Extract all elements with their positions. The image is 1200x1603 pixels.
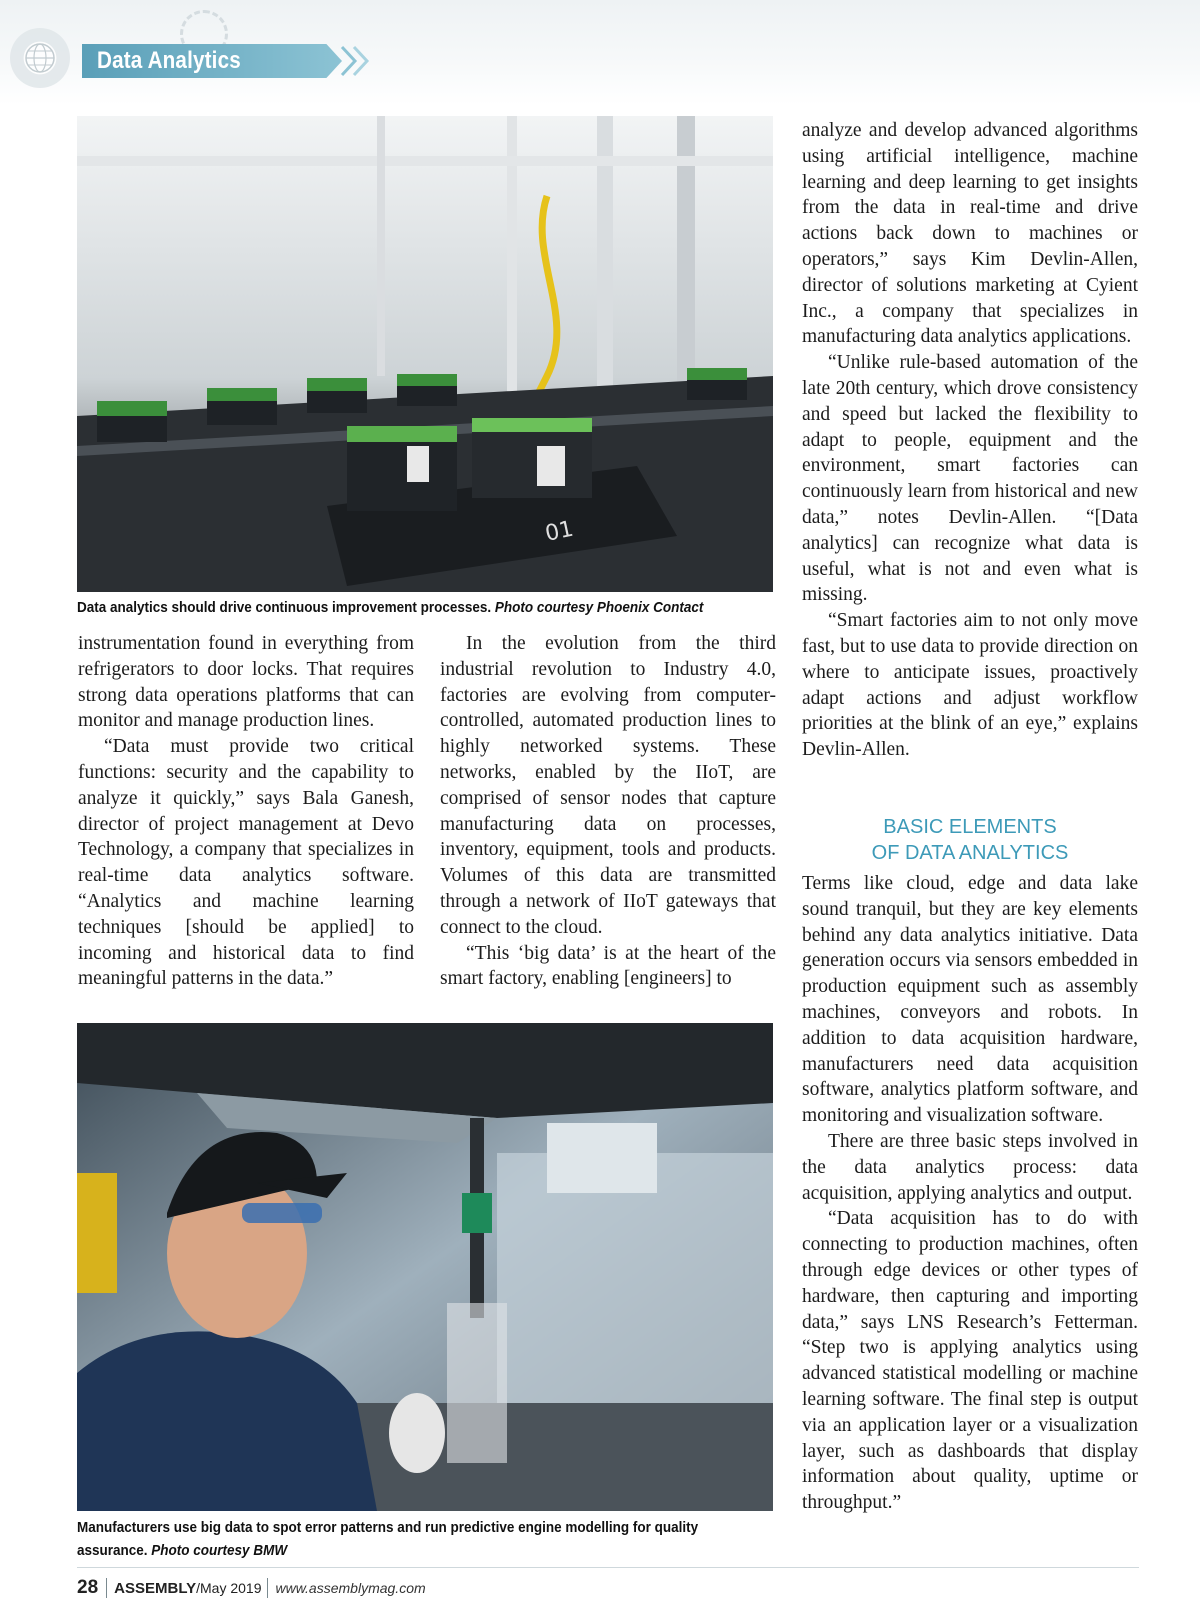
magazine-url[interactable]: www.assemblymag.com (275, 1580, 426, 1596)
worker-illustration (77, 1023, 773, 1511)
paragraph: “This ‘big data’ is at the heart of the smart factory, enabling [engineers] to (440, 942, 776, 990)
photo-conveyor-modules (77, 116, 773, 592)
paragraph: In the evolution from the third industrial revolution to Industry 4.0, factories are evolving from computer-controlled, automated production lines to highly networked systems. These networks, enabled by the IIoT, are comprised of sensor nodes that capture manufacturing data on processes, inventory, equipment, tools and products. Volumes of this data are transmitted through a network of IIoT gateways that connect to the cloud. (440, 633, 776, 938)
caption-bottom-text: Manufacturers use big data to spot error patterns and run predictive engine modelling for quality assurance. (77, 1519, 699, 1559)
footer-separator (106, 1578, 107, 1598)
paragraph: There are three basic steps involved in the data analytics process: data acquisition, applying analytics and output. (802, 1130, 1138, 1204)
carrier-number: 01 (543, 516, 576, 547)
globe-icon (10, 28, 70, 88)
caption-top-credit: Photo courtesy Phoenix Contact (494, 599, 704, 616)
caption-top (77, 596, 788, 619)
subheading-line: BASIC ELEMENTS (883, 816, 1057, 838)
issue-date: /May 2019 (196, 1580, 262, 1596)
article-column-right-lower (802, 871, 1138, 1516)
page-footer (77, 1576, 426, 1600)
conveyor-illustration (77, 116, 773, 592)
page-number: 28 (77, 1577, 99, 1598)
article-column-left (78, 631, 414, 992)
article-column-right (802, 118, 1138, 763)
subheading-line: OF DATA ANALYTICS (871, 842, 1069, 864)
chevron-right-icon (338, 44, 386, 78)
footer-separator (267, 1578, 268, 1598)
photo-worker-assembly-line (77, 1023, 773, 1511)
section-title: Data Analytics (97, 47, 241, 74)
paragraph: “Unlike rule-based automation of the late 20th century, which drove consistency and speed but lacked the flexibility to adapt to people, equipment and the environment, smart factories can continuously learn from historical and new data,” notes Devlin-Allen. “[Data analytics] can recognize what data is useful, what is not and even what is missing. (802, 352, 1138, 606)
footer-divider (77, 1567, 1139, 1568)
caption-top-text: Data analytics should drive continuous improvement processes. (77, 599, 492, 616)
globe-graphic (10, 28, 70, 88)
magazine-name: ASSEMBLY (114, 1579, 197, 1597)
paragraph: Terms like cloud, edge and data lake sound tranquil, but they are key elements behind any data analytics initiative. Data generation occurs via sensors embedded in production equipment such as assembly machines, conveyors and robots. In addition to data acquisition hardware, manufacturers need data acquisition software, analytics platform software, and monitoring and visualization software. (802, 873, 1138, 1127)
paragraph: “Smart factories aim to not only move fast, but to use data to provide direction on where to anticipate issues, proactively adapt actions and adjust workflow priorities at the blink of an eye,” explains Devlin-Allen. (802, 610, 1138, 761)
caption-bottom-credit: Photo courtesy BMW (151, 1542, 288, 1559)
paragraph: instrumentation found in everything from refrigerators to door locks. That requires strong data operations platforms that can monitor and manage production lines. (78, 633, 414, 732)
article-column-middle (440, 631, 776, 992)
paragraph: analyze and develop advanced algorithms using artificial intelligence, machine learning and deep learning to get insights from the data in real-time and drive actions back down to machines or operators,” says Kim Devlin-Allen, director of solutions marketing at Cyient Inc., a company that specializes in manufacturing data analytics applications. (802, 120, 1138, 348)
paragraph: “Data acquisition has to do with connecting to production machines, often through edge devices or other types of hardware, then capturing and importing data,” says LNS Research’s Fetterman. “Step two is applying analytics using advanced statistical modelling or machine learning software. The final step is output via an application layer or a visualization layer, such as dashboards that display information about quality, uptime or throughput.” (802, 1208, 1138, 1514)
caption-bottom (77, 1516, 761, 1562)
paragraph: “Data must provide two critical functions: security and the capability to analyze it quickly,” says Bala Ganesh, director of project management at Devo Technology, a company that specializes in real-time data analytics software. “Analytics and machine learning techniques [should be applied] to incoming and historical data to find meaningful patterns in the data.” (78, 736, 414, 990)
subheading (802, 814, 1138, 866)
